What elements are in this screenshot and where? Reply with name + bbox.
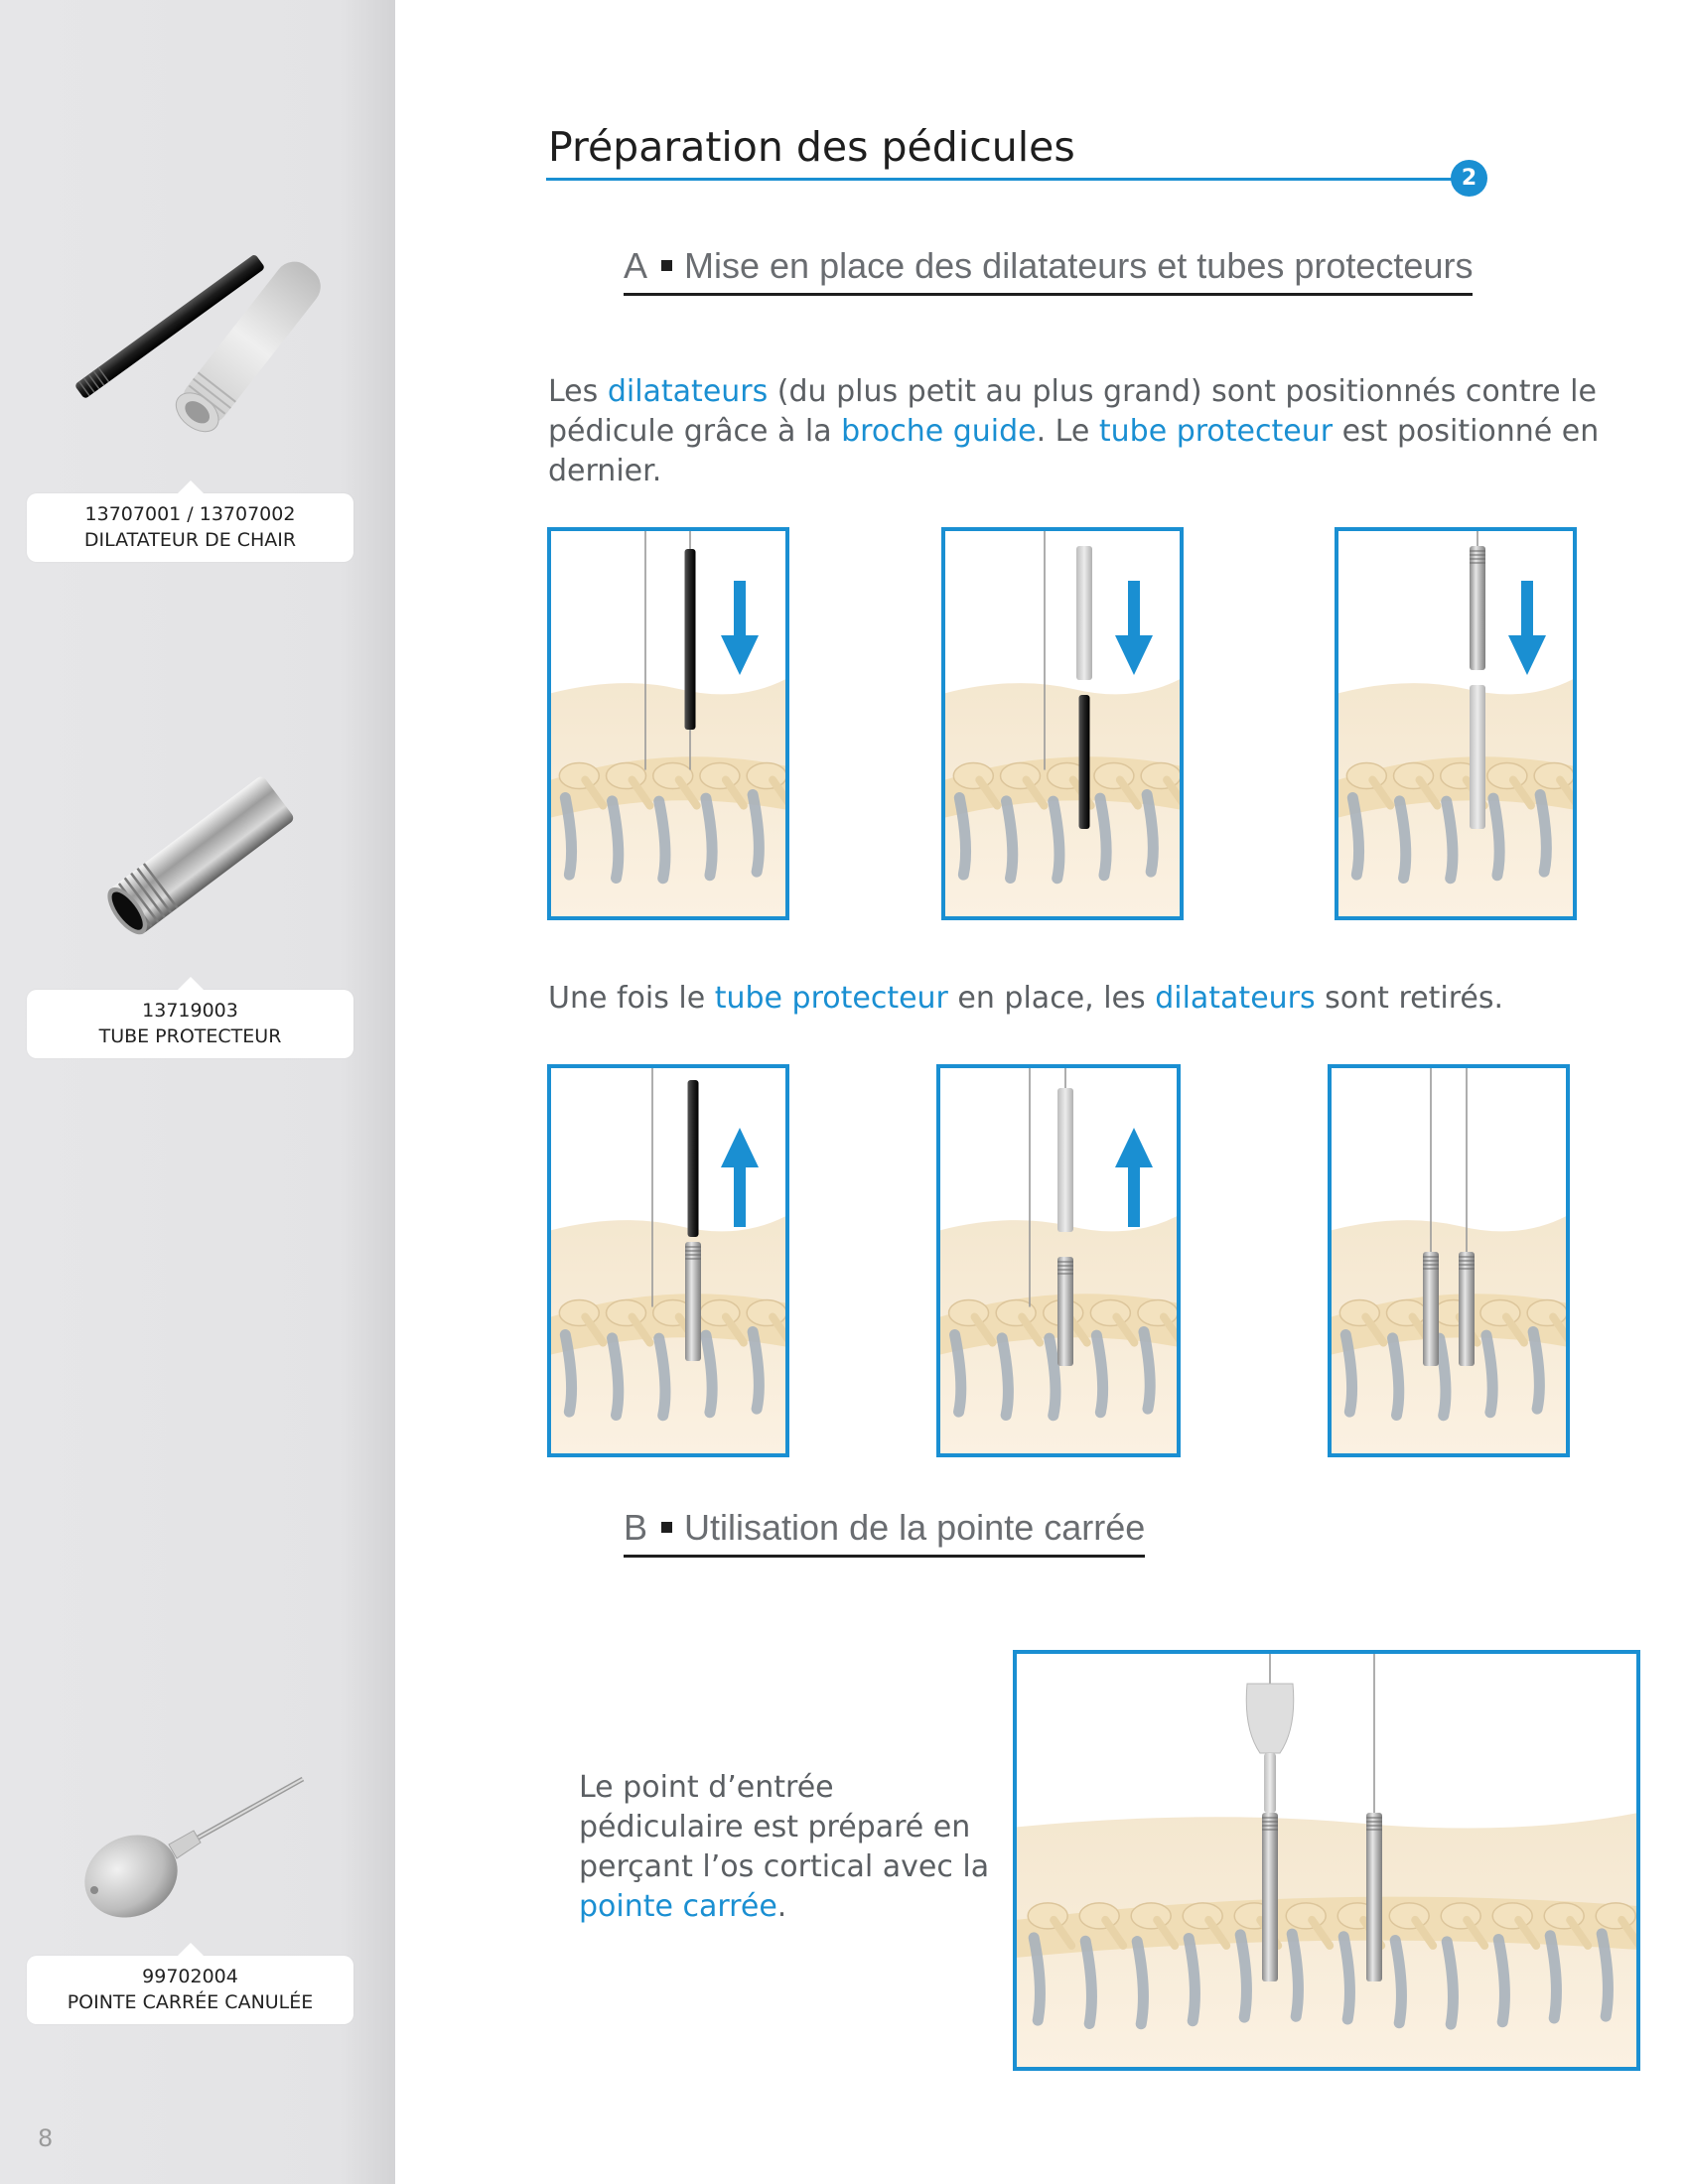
section-heading: Mise en place des dilatateurs et tubes protecteurs [684,245,1474,286]
pointe-carree-image [70,1767,318,1936]
section-heading: Utilisation de la pointe carrée [684,1507,1146,1548]
text: . Le [1036,414,1099,449]
text: perçant l’os cortical avec la [579,1849,990,1884]
highlight-term: dilatateurs [607,374,769,409]
section-b-title [624,1507,1145,1558]
text: Les [548,374,608,409]
illustration-panel-5 [936,1064,1181,1457]
highlight-term: dilatateurs [1155,981,1316,1016]
product-name: DILATATEUR DE CHAIR [83,529,297,551]
illustration-panel-4 [547,1064,789,1457]
arrow-down-icon [1508,581,1546,675]
product-ref: 99702004 [142,1966,238,1987]
spine-illustration [1017,1654,1636,2067]
tube-protecteur-image [79,764,318,943]
text: Le point d’entrée [579,1770,834,1805]
dilatateur-image [60,248,357,447]
text: est positionné en [1333,414,1600,449]
product-ref: 13719003 [142,1000,238,1022]
arrow-down-icon [1115,581,1153,675]
text: dernier. [548,454,662,488]
highlight-term: tube protecteur [1098,414,1334,449]
text: (du plus petit au plus grand) sont positionnés contre le [768,374,1597,409]
illustration-panel-3 [1335,527,1577,920]
spine-illustration [551,1068,785,1453]
square-bullet-icon [661,260,672,271]
highlight-term: broche guide [841,414,1037,449]
section-a-paragraph-1 [548,372,1601,491]
product-label-tube [27,990,353,1058]
highlight-term: pointe carrée [579,1889,777,1924]
product-ref: 13707001 / 13707002 [84,503,296,525]
text: pédiculaire est préparé en [579,1810,971,1844]
arrow-up-icon [721,1128,759,1227]
step-badge: 2 [1451,160,1487,197]
illustration-panel-6 [1328,1064,1570,1457]
spine-illustration [1338,531,1573,916]
highlight-term: tube protecteur [714,981,948,1016]
sidebar [0,0,395,2184]
page-title: Préparation des pédicules [548,123,1075,171]
section-b-paragraph [579,1768,996,1927]
arrow-up-icon [1115,1128,1153,1227]
title-underline [546,178,1460,181]
text: Une fois le [548,981,715,1016]
text: sont retirés. [1315,981,1504,1016]
product-label-pointe [27,1956,353,2024]
section-letter: A [624,245,648,286]
product-label-dilatateur [27,493,353,562]
text: . [776,1889,787,1924]
spine-illustration [551,531,785,916]
spine-illustration [945,531,1180,916]
product-name: TUBE PROTECTEUR [98,1025,282,1047]
product-name: POINTE CARRÉE CANULÉE [67,1991,314,2013]
section-letter: B [624,1507,648,1548]
illustration-panel-1 [547,527,789,920]
section-a-title [624,245,1473,296]
text: pédicule grâce à la [548,414,842,449]
spine-illustration [940,1068,1177,1453]
illustration-panel-pointe [1013,1650,1640,2071]
square-bullet-icon [661,1522,672,1533]
arrow-down-icon [721,581,759,675]
text: en place, les [947,981,1156,1016]
section-a-paragraph-2 [548,979,1601,1019]
page-number: 8 [38,2124,54,2152]
illustration-panel-2 [941,527,1184,920]
spine-illustration [1332,1068,1566,1453]
